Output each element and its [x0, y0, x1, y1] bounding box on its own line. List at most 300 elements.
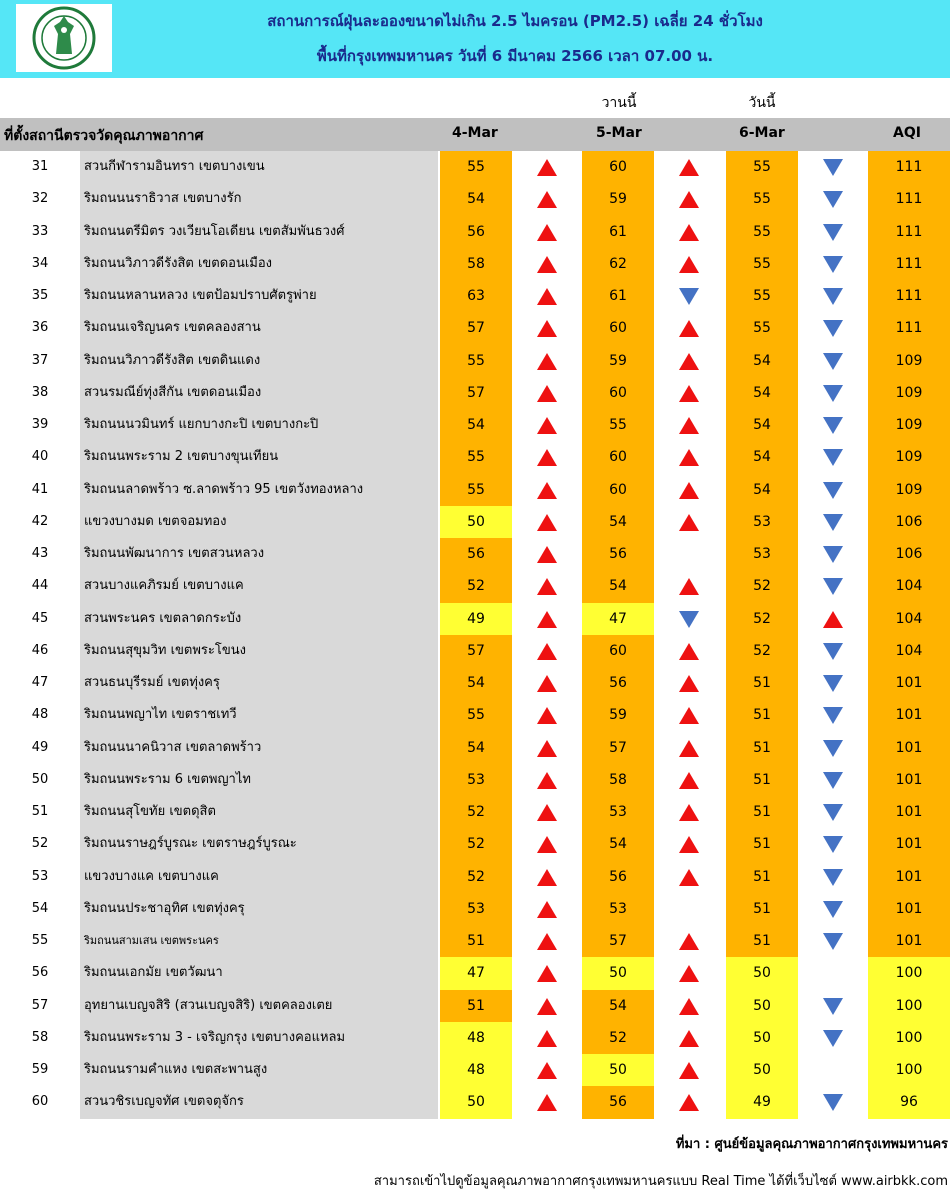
up-arrow-icon [679, 965, 699, 982]
down-arrow-icon [823, 869, 843, 886]
down-arrow-icon [823, 901, 843, 918]
pm25-value-5mar: 59 [582, 183, 654, 215]
station-name: ริมถนนราษฎร์บูรณะ เขตราษฎร์บูรณะ [80, 828, 438, 860]
trend-cell [512, 1022, 582, 1054]
trend-cell [798, 667, 868, 699]
up-arrow-icon [537, 965, 557, 982]
pm25-value-4mar: 57 [440, 377, 512, 409]
pm25-value-6mar: 55 [726, 280, 798, 312]
table-header [0, 118, 950, 151]
pm25-value-6mar: 53 [726, 506, 798, 538]
station-name: สวนบางแคภิรมย์ เขตบางแค [80, 570, 438, 602]
down-arrow-icon [823, 224, 843, 241]
station-name: ริมถนนสุโขทัย เขตดุสิต [80, 796, 438, 828]
date2-column-header: 5-Mar [596, 125, 642, 141]
station-name: ริมถนนพระราม 6 เขตพญาไท [80, 764, 438, 796]
pm25-value-5mar: 50 [582, 957, 654, 989]
pm25-value-6mar: 51 [726, 861, 798, 893]
pm25-value-4mar: 51 [440, 925, 512, 957]
pm25-value-6mar: 51 [726, 667, 798, 699]
table-row [0, 441, 950, 473]
up-arrow-icon [679, 256, 699, 273]
trend-cell [798, 216, 868, 248]
station-name: ริมถนนรามคำแหง เขตสะพานสูง [80, 1054, 438, 1086]
up-arrow-icon [537, 1030, 557, 1047]
aqi-value: 101 [868, 893, 950, 925]
down-arrow-icon [823, 417, 843, 434]
station-name: ริมถนนพระราม 3 - เจริญกรุง เขตบางคอแหลม [80, 1022, 438, 1054]
trend-cell [512, 151, 582, 183]
up-arrow-icon [537, 740, 557, 757]
table-row [0, 1086, 950, 1118]
station-number: 45 [0, 603, 80, 635]
trend-cell [512, 796, 582, 828]
pm25-value-6mar: 53 [726, 538, 798, 570]
pm25-value-4mar: 49 [440, 603, 512, 635]
station-number: 41 [0, 474, 80, 506]
trend-cell [798, 312, 868, 344]
down-arrow-icon [823, 933, 843, 950]
pm25-value-6mar: 51 [726, 764, 798, 796]
station-number: 47 [0, 667, 80, 699]
trend-cell [512, 345, 582, 377]
aqi-column-header: AQI [893, 125, 921, 141]
trend-cell [512, 1086, 582, 1118]
trend-cell [512, 1054, 582, 1086]
trend-cell [798, 1022, 868, 1054]
trend-cell [798, 861, 868, 893]
pm25-value-6mar: 51 [726, 828, 798, 860]
pm25-value-4mar: 55 [440, 474, 512, 506]
pm25-value-5mar: 56 [582, 861, 654, 893]
up-arrow-icon [679, 998, 699, 1015]
pm25-value-5mar: 53 [582, 893, 654, 925]
up-arrow-icon [679, 1062, 699, 1079]
up-arrow-icon [679, 385, 699, 402]
trend-cell [512, 861, 582, 893]
trend-cell [798, 732, 868, 764]
up-arrow-icon [679, 804, 699, 821]
station-number: 55 [0, 925, 80, 957]
trend-cell [512, 570, 582, 602]
up-arrow-icon [679, 417, 699, 434]
station-number: 51 [0, 796, 80, 828]
date1-column-header: 4-Mar [452, 125, 498, 141]
trend-cell [512, 893, 582, 925]
trend-cell [512, 216, 582, 248]
table-row [0, 312, 950, 344]
trend-cell [654, 409, 724, 441]
up-arrow-icon [537, 1062, 557, 1079]
down-arrow-icon [823, 449, 843, 466]
pm25-value-4mar: 53 [440, 764, 512, 796]
down-arrow-icon [823, 514, 843, 531]
trend-cell [654, 699, 724, 731]
trend-cell [798, 957, 868, 989]
pm25-value-4mar: 54 [440, 409, 512, 441]
trend-cell [512, 538, 582, 570]
station-name: สวนกีฬารามอินทรา เขตบางเขน [80, 151, 438, 183]
trend-cell [654, 603, 724, 635]
table-row [0, 474, 950, 506]
trend-cell [512, 635, 582, 667]
pm25-value-6mar: 51 [726, 893, 798, 925]
up-arrow-icon [537, 1094, 557, 1111]
date3-column-header: 6-Mar [739, 125, 785, 141]
station-number: 42 [0, 506, 80, 538]
down-arrow-icon [823, 546, 843, 563]
pm25-value-5mar: 57 [582, 732, 654, 764]
trend-cell [654, 280, 724, 312]
trend-cell [798, 151, 868, 183]
pm25-value-6mar: 50 [726, 990, 798, 1022]
table-row [0, 409, 950, 441]
station-number: 37 [0, 345, 80, 377]
up-arrow-icon [537, 869, 557, 886]
yesterday-label: วานนี้ [601, 95, 637, 111]
trend-cell [654, 312, 724, 344]
table-row [0, 732, 950, 764]
station-name: ริมถนนตรีมิตร วงเวียนโอเดียน เขตสัมพันธวงศ์ [80, 216, 438, 248]
pm25-value-5mar: 47 [582, 603, 654, 635]
trend-cell [654, 183, 724, 215]
table-row [0, 796, 950, 828]
trend-cell [654, 441, 724, 473]
trend-cell [798, 990, 868, 1022]
up-arrow-icon [537, 320, 557, 337]
trend-cell [512, 312, 582, 344]
pm25-value-5mar: 54 [582, 990, 654, 1022]
pm25-value-5mar: 60 [582, 441, 654, 473]
trend-cell [798, 248, 868, 280]
report-header [0, 0, 950, 78]
down-arrow-icon [823, 320, 843, 337]
aqi-value: 104 [868, 603, 950, 635]
trend-cell [798, 280, 868, 312]
aqi-value: 111 [868, 312, 950, 344]
trend-cell [798, 796, 868, 828]
station-number: 31 [0, 151, 80, 183]
up-arrow-icon [537, 159, 557, 176]
table-row [0, 635, 950, 667]
table-row [0, 957, 950, 989]
up-arrow-icon [823, 611, 843, 628]
station-number: 60 [0, 1086, 80, 1118]
table-row [0, 506, 950, 538]
trend-cell [798, 506, 868, 538]
station-number: 59 [0, 1054, 80, 1086]
table-row [0, 1022, 950, 1054]
station-name: ริมถนนสามเสน เขตพระนคร [80, 925, 438, 957]
station-name: แขวงบางแค เขตบางแค [80, 861, 438, 893]
table-row [0, 183, 950, 215]
trend-cell [798, 409, 868, 441]
table-row [0, 570, 950, 602]
pm25-value-5mar: 59 [582, 699, 654, 731]
aqi-value: 111 [868, 151, 950, 183]
up-arrow-icon [679, 353, 699, 370]
station-number: 35 [0, 280, 80, 312]
station-number: 54 [0, 893, 80, 925]
up-arrow-icon [679, 449, 699, 466]
trend-cell [654, 506, 724, 538]
up-arrow-icon [537, 385, 557, 402]
table-row [0, 828, 950, 860]
pm25-value-4mar: 57 [440, 312, 512, 344]
up-arrow-icon [679, 772, 699, 789]
trend-cell [654, 248, 724, 280]
pm25-value-5mar: 60 [582, 312, 654, 344]
station-name: ริมถนนนาคนิวาส เขตลาดพร้าว [80, 732, 438, 764]
down-arrow-icon [823, 836, 843, 853]
down-arrow-icon [823, 998, 843, 1015]
station-number: 39 [0, 409, 80, 441]
pm25-value-5mar: 55 [582, 409, 654, 441]
pm25-value-5mar: 56 [582, 538, 654, 570]
down-arrow-icon [823, 740, 843, 757]
pm25-value-6mar: 52 [726, 570, 798, 602]
pm25-value-5mar: 61 [582, 216, 654, 248]
pm25-value-6mar: 55 [726, 183, 798, 215]
trend-cell [654, 474, 724, 506]
trend-cell [798, 764, 868, 796]
pm25-value-4mar: 48 [440, 1022, 512, 1054]
aqi-value: 101 [868, 699, 950, 731]
table-row [0, 216, 950, 248]
trend-cell [654, 764, 724, 796]
up-arrow-icon [679, 320, 699, 337]
trend-cell [654, 796, 724, 828]
pm25-value-6mar: 55 [726, 216, 798, 248]
station-name: สวนธนบุรีรมย์ เขตทุ่งครุ [80, 667, 438, 699]
pm25-value-5mar: 54 [582, 506, 654, 538]
pm25-value-4mar: 50 [440, 506, 512, 538]
aqi-value: 101 [868, 796, 950, 828]
aqi-value: 100 [868, 1054, 950, 1086]
station-number: 40 [0, 441, 80, 473]
trend-cell [654, 828, 724, 860]
down-arrow-icon [823, 159, 843, 176]
table-row [0, 764, 950, 796]
pm25-value-6mar: 51 [726, 796, 798, 828]
trend-cell [512, 248, 582, 280]
trend-cell [654, 377, 724, 409]
report-subtitle: พื้นที่กรุงเทพมหานคร วันที่ 6 มีนาคม 2566 เวลา 07.00 น. [316, 47, 714, 65]
aqi-value: 106 [868, 538, 950, 570]
pm25-value-6mar: 50 [726, 1022, 798, 1054]
table-row [0, 280, 950, 312]
aqi-value: 106 [868, 506, 950, 538]
table-row [0, 699, 950, 731]
station-number: 36 [0, 312, 80, 344]
pm25-value-5mar: 60 [582, 635, 654, 667]
pm25-value-5mar: 62 [582, 248, 654, 280]
pm25-value-6mar: 51 [726, 732, 798, 764]
trend-cell [798, 603, 868, 635]
pm25-value-6mar: 51 [726, 699, 798, 731]
pm25-value-5mar: 60 [582, 151, 654, 183]
up-arrow-icon [679, 578, 699, 595]
trend-cell [512, 441, 582, 473]
trend-cell [654, 893, 724, 925]
station-name: ริมถนนพัฒนาการ เขตสวนหลวง [80, 538, 438, 570]
trend-cell [798, 474, 868, 506]
aqi-value: 101 [868, 732, 950, 764]
pm25-value-4mar: 47 [440, 957, 512, 989]
up-arrow-icon [537, 256, 557, 273]
table-row [0, 1054, 950, 1086]
aqi-value: 104 [868, 635, 950, 667]
data-source-note: ที่มา : ศูนย์ข้อมูลคุณภาพอากาศกรุงเทพมหานคร [675, 1137, 948, 1152]
up-arrow-icon [679, 1030, 699, 1047]
up-arrow-icon [679, 514, 699, 531]
pm25-value-6mar: 49 [726, 1086, 798, 1118]
trend-cell [512, 506, 582, 538]
up-arrow-icon [537, 707, 557, 724]
trend-cell [798, 538, 868, 570]
station-name: อุทยานเบญจสิริ (สวนเบญจสิริ) เขตคลองเตย [80, 990, 438, 1022]
up-arrow-icon [537, 643, 557, 660]
pm25-value-4mar: 55 [440, 151, 512, 183]
today-label: วันนี้ [748, 95, 776, 111]
pm25-value-6mar: 55 [726, 248, 798, 280]
trend-cell [654, 732, 724, 764]
down-arrow-icon [823, 1094, 843, 1111]
up-arrow-icon [537, 417, 557, 434]
down-arrow-icon [823, 288, 843, 305]
aqi-value: 109 [868, 441, 950, 473]
up-arrow-icon [537, 675, 557, 692]
aqi-value: 111 [868, 216, 950, 248]
station-number: 56 [0, 957, 80, 989]
station-number: 57 [0, 990, 80, 1022]
report-title: สถานการณ์ฝุ่นละอองขนาดไม่เกิน 2.5 ไมครอน (PM2.5) เฉลี่ย 24 ชั่วโมง [267, 12, 763, 30]
trend-cell [654, 667, 724, 699]
up-arrow-icon [537, 836, 557, 853]
trend-cell [512, 377, 582, 409]
pm25-value-4mar: 50 [440, 1086, 512, 1118]
up-arrow-icon [537, 288, 557, 305]
pm25-value-6mar: 52 [726, 603, 798, 635]
up-arrow-icon [537, 353, 557, 370]
pm25-value-6mar: 51 [726, 925, 798, 957]
trend-cell [654, 216, 724, 248]
up-arrow-icon [537, 933, 557, 950]
station-name: ริมถนนพญาไท เขตราชเทวี [80, 699, 438, 731]
trend-cell [512, 828, 582, 860]
trend-cell [654, 570, 724, 602]
station-name: ริมถนนลาดพร้าว ซ.ลาดพร้าว 95 เขตวังทองหลาง [80, 474, 438, 506]
down-arrow-icon [823, 353, 843, 370]
trend-cell [654, 1054, 724, 1086]
station-number: 33 [0, 216, 80, 248]
table-row [0, 538, 950, 570]
trend-cell [654, 1022, 724, 1054]
up-arrow-icon [537, 449, 557, 466]
station-number: 48 [0, 699, 80, 731]
trend-cell [798, 893, 868, 925]
trend-cell [512, 280, 582, 312]
station-name: ริมถนนเจริญนคร เขตคลองสาน [80, 312, 438, 344]
up-arrow-icon [537, 191, 557, 208]
trend-cell [654, 538, 724, 570]
aqi-value: 111 [868, 280, 950, 312]
trend-cell [798, 1054, 868, 1086]
pm25-value-6mar: 54 [726, 441, 798, 473]
pm25-value-5mar: 61 [582, 280, 654, 312]
trend-cell [654, 151, 724, 183]
pm25-value-5mar: 60 [582, 474, 654, 506]
up-arrow-icon [679, 933, 699, 950]
aqi-value: 101 [868, 925, 950, 957]
aqi-value: 101 [868, 764, 950, 796]
station-name: ริมถนนเอกมัย เขตวัฒนา [80, 957, 438, 989]
station-number: 34 [0, 248, 80, 280]
aqi-value: 111 [868, 183, 950, 215]
station-name: ริมถนนพระราม 2 เขตบางขุนเทียน [80, 441, 438, 473]
pm25-value-6mar: 55 [726, 151, 798, 183]
station-name: ริมถนนนราธิวาส เขตบางรัก [80, 183, 438, 215]
station-number: 44 [0, 570, 80, 602]
up-arrow-icon [679, 836, 699, 853]
table-row [0, 667, 950, 699]
aqi-value: 109 [868, 345, 950, 377]
aqi-value: 111 [868, 248, 950, 280]
trend-cell [512, 699, 582, 731]
trend-cell [798, 377, 868, 409]
down-arrow-icon [823, 772, 843, 789]
pm25-value-4mar: 55 [440, 345, 512, 377]
table-row [0, 151, 950, 183]
bma-seal-logo [16, 4, 112, 72]
pm25-value-5mar: 54 [582, 828, 654, 860]
station-number: 46 [0, 635, 80, 667]
trend-cell [512, 925, 582, 957]
table-row [0, 893, 950, 925]
station-column-header: ที่ตั้งสถานีตรวจวัดคุณภาพอากาศ [4, 128, 204, 144]
pm25-value-5mar: 50 [582, 1054, 654, 1086]
trend-cell [654, 957, 724, 989]
station-number: 58 [0, 1022, 80, 1054]
trend-cell [512, 764, 582, 796]
pm25-value-4mar: 52 [440, 796, 512, 828]
pm25-value-5mar: 60 [582, 377, 654, 409]
up-arrow-icon [537, 611, 557, 628]
down-arrow-icon [679, 288, 699, 305]
up-arrow-icon [537, 998, 557, 1015]
pm25-value-6mar: 54 [726, 377, 798, 409]
pm25-value-6mar: 54 [726, 345, 798, 377]
down-arrow-icon [823, 578, 843, 595]
station-name: แขวงบางมด เขตจอมทอง [80, 506, 438, 538]
down-arrow-icon [679, 611, 699, 628]
trend-cell [654, 861, 724, 893]
up-arrow-icon [679, 224, 699, 241]
table-row [0, 603, 950, 635]
station-number: 38 [0, 377, 80, 409]
pm25-value-6mar: 55 [726, 312, 798, 344]
trend-cell [798, 183, 868, 215]
aqi-value: 109 [868, 474, 950, 506]
pm25-value-4mar: 56 [440, 538, 512, 570]
aqi-value: 109 [868, 409, 950, 441]
up-arrow-icon [537, 901, 557, 918]
up-arrow-icon [537, 546, 557, 563]
trend-cell [654, 345, 724, 377]
down-arrow-icon [823, 643, 843, 660]
trend-cell [798, 441, 868, 473]
station-number: 32 [0, 183, 80, 215]
